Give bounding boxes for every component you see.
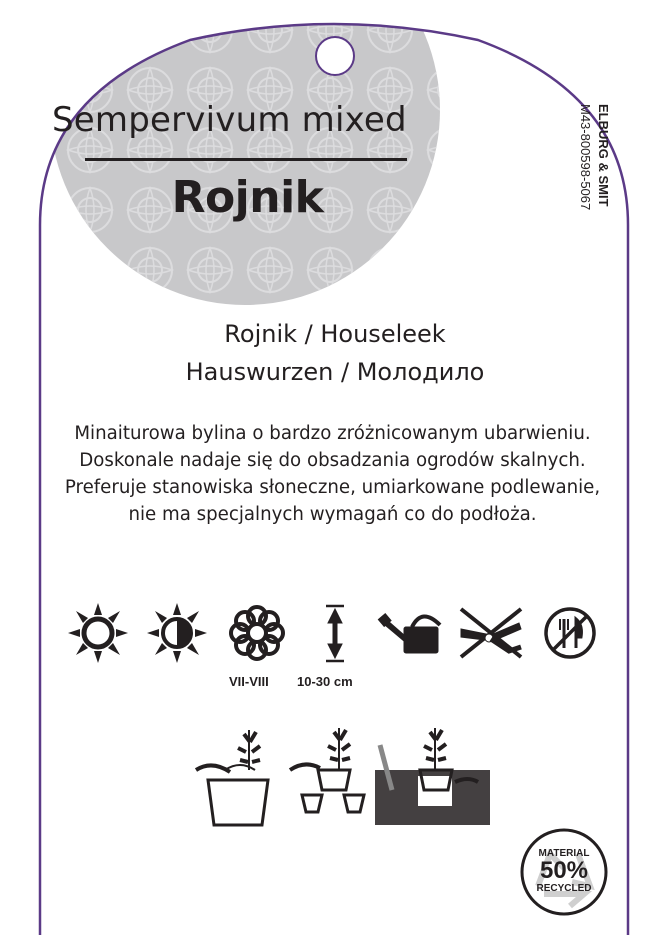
plant-description: Minaiturowa bylina o bardzo zróżnicowanym ubarwieniu. Doskonale nadaje się do obsadzania ogrodów skalnych. Preferuje stanowiska słoneczne, umiarkowane podlewanie, nie ma specjalnych wymagań co do podłoża. [64,423,601,525]
common-names-line1: Rojnik / Houseleek [224,320,446,348]
not-edible-icon [546,609,594,657]
badge-text [524,848,604,894]
height-arrow-icon [326,606,344,661]
latin-name: Sempervivum mixed [52,100,407,140]
flower-icon [231,607,283,659]
planting-step-remove-pot [196,730,268,825]
flowering-period-label: VII-VIII [229,674,269,689]
watering-can-icon [378,614,440,653]
badge-material: MATERIAL [538,848,590,859]
full-sun-icon [68,603,128,663]
badge-percent: 50% [539,857,589,884]
product-code: M43-800598-5067 [578,104,593,211]
hanging-hole [316,37,354,75]
badge-recycled: RECYCLED [536,883,592,894]
common-names-line2: Hauswurzen / Молодило [185,358,485,386]
no-pruning-icon [461,609,521,657]
decorative-lace-background [50,0,440,305]
planting-step-plant-in-soil [375,728,490,825]
planting-step-loosen-roots [290,728,364,812]
plant-height-label: 10-30 cm [297,674,353,689]
brand-name: ELBURG & SMIT [596,104,611,207]
title-divider [85,158,407,161]
local-name: Rojnik [171,172,324,223]
half-shade-icon [147,603,207,663]
